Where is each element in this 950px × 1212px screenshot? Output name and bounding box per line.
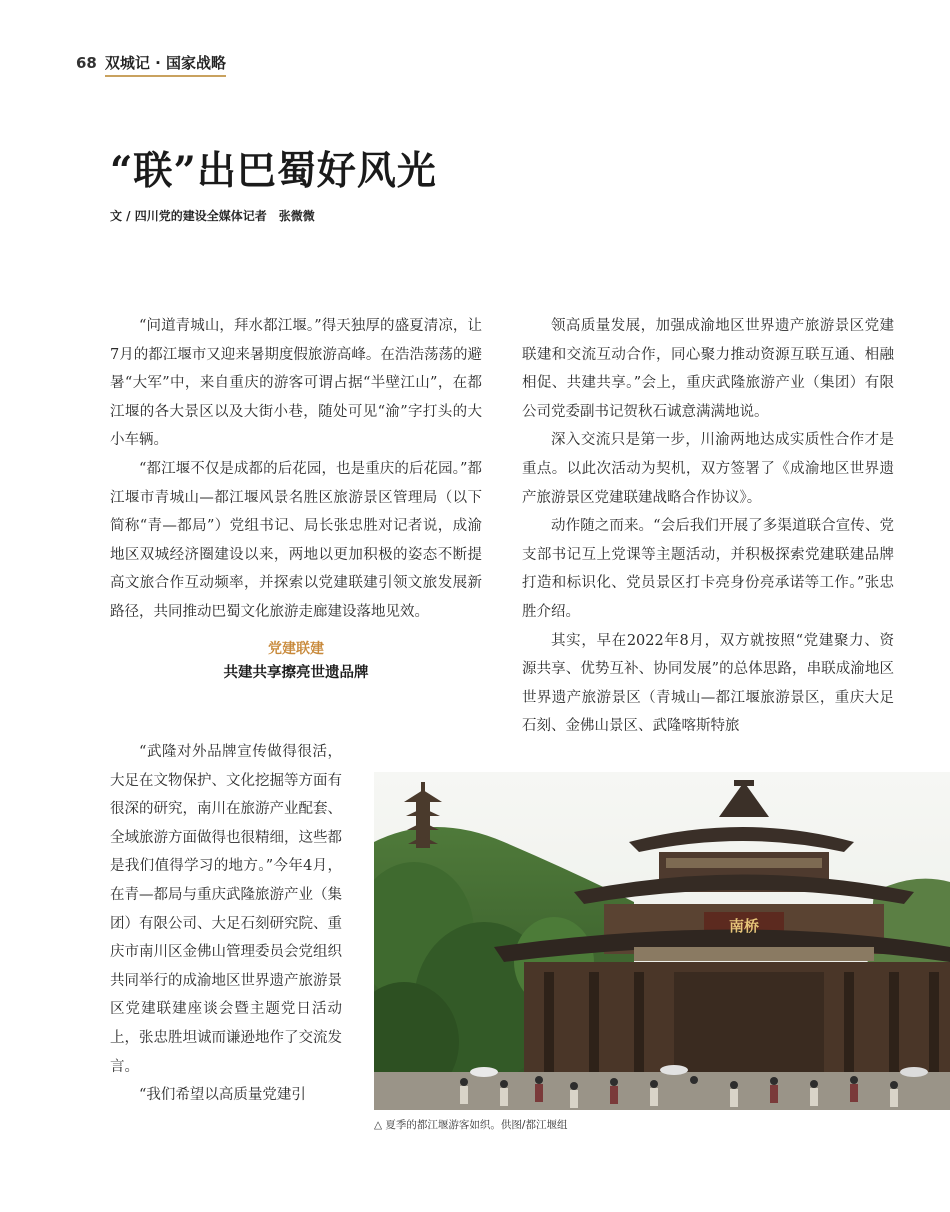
body-paragraph: “我们希望以高质量党建引 bbox=[139, 1087, 306, 1104]
subsection-heading bbox=[110, 637, 482, 685]
temple-sign-text: 南桥 bbox=[728, 917, 760, 935]
subsection-kicker: 党建联建 bbox=[268, 640, 324, 657]
temple-photo-illustration bbox=[374, 772, 950, 1110]
narrow-column bbox=[110, 738, 342, 1110]
body-paragraph: “问道青城山，拜水都江堰。”得天独厚的盛夏清凉，让7月的都江堰市又迎来暑期度假旅游高峰。在浩浩荡荡的避暑“大军”中，来自重庆的游客可谓占据“半壁江山”，在都江堰的各大景区以及大街小巷，随处可见“渝”字打头的大小车辆。 bbox=[110, 318, 482, 449]
body-paragraph: “武隆对外品牌宣传做得很活，大足在文物保护、文化挖掘等方面有很深的研究，南川在旅游产业配套、全域旅游方面做得也很精细，这些都是我们值得学习的地方。”今年4月，在青—都局与重庆武隆旅游产业（集团）有限公司、大足石刻研究院、重庆市南川区金佛山管理委员会党组织共同举行的成渝地区世界遗产旅游景区党建联建座谈会暨主题党日活动上，张忠胜坦诚而谦逊地作了交流发言。 bbox=[110, 744, 342, 1075]
subsection-title: 共建共享擦亮世遗品牌 bbox=[223, 664, 369, 681]
page-header bbox=[76, 52, 226, 74]
body-paragraph: “都江堰不仅是成都的后花园，也是重庆的后花园。”都江堰市青城山—都江堰风景名胜区旅游景区管理局（以下简称“青—都局”）党组书记、局长张忠胜对记者说，成渝地区双城经济圈建设以来，两地以更加积极的姿态不断提高文旅合作互动频率，并探索以党建联建引领文旅发展新路径，共同推动巴蜀文化旅游走廊建设落地见效。 bbox=[110, 460, 482, 620]
left-column bbox=[110, 312, 482, 699]
page-number: 68 bbox=[76, 54, 97, 72]
article-title: “联”出巴蜀好风光 bbox=[110, 148, 437, 194]
article-photo bbox=[374, 772, 950, 1110]
section-title: 双城记 · 国家战略 bbox=[105, 52, 226, 77]
body-paragraph: 领高质量发展，加强成渝地区世界遗产旅游景区党建联建和交流互动合作，同心聚力推动资源互联互通、相融相促、共建共享。”会上，重庆武隆旅游产业（集团）有限公司党委副书记贺秋石诚意满满地说。 bbox=[522, 318, 894, 420]
photo-caption: △ 夏季的都江堰游客如织。供图/都江堰组 bbox=[374, 1119, 568, 1131]
body-paragraph: 其实，早在2022年8月，双方就按照“党建聚力、资源共享、优势互补、协同发展”的总体思路，串联成渝地区世界遗产旅游景区（青城山—都江堰旅游景区，重庆大足石刻、金佛山景区、武隆喀斯特旅 bbox=[522, 632, 894, 735]
right-column bbox=[522, 312, 894, 741]
body-paragraph: 动作随之而来。“会后我们开展了多渠道联合宣传、党支部书记互上党课等主题活动，并积极探索党建联建品牌打造和标识化、党员景区打卡亮身份亮承诺等工作。”张忠胜介绍。 bbox=[522, 518, 894, 620]
article-byline: 文 / 四川党的建设全媒体记者 张微微 bbox=[110, 209, 315, 223]
body-paragraph: 深入交流只是第一步，川渝两地达成实质性合作才是重点。以此次活动为契机，双方签署了《成渝地区世界遗产旅游景区党建联建战略合作协议》。 bbox=[522, 432, 894, 506]
